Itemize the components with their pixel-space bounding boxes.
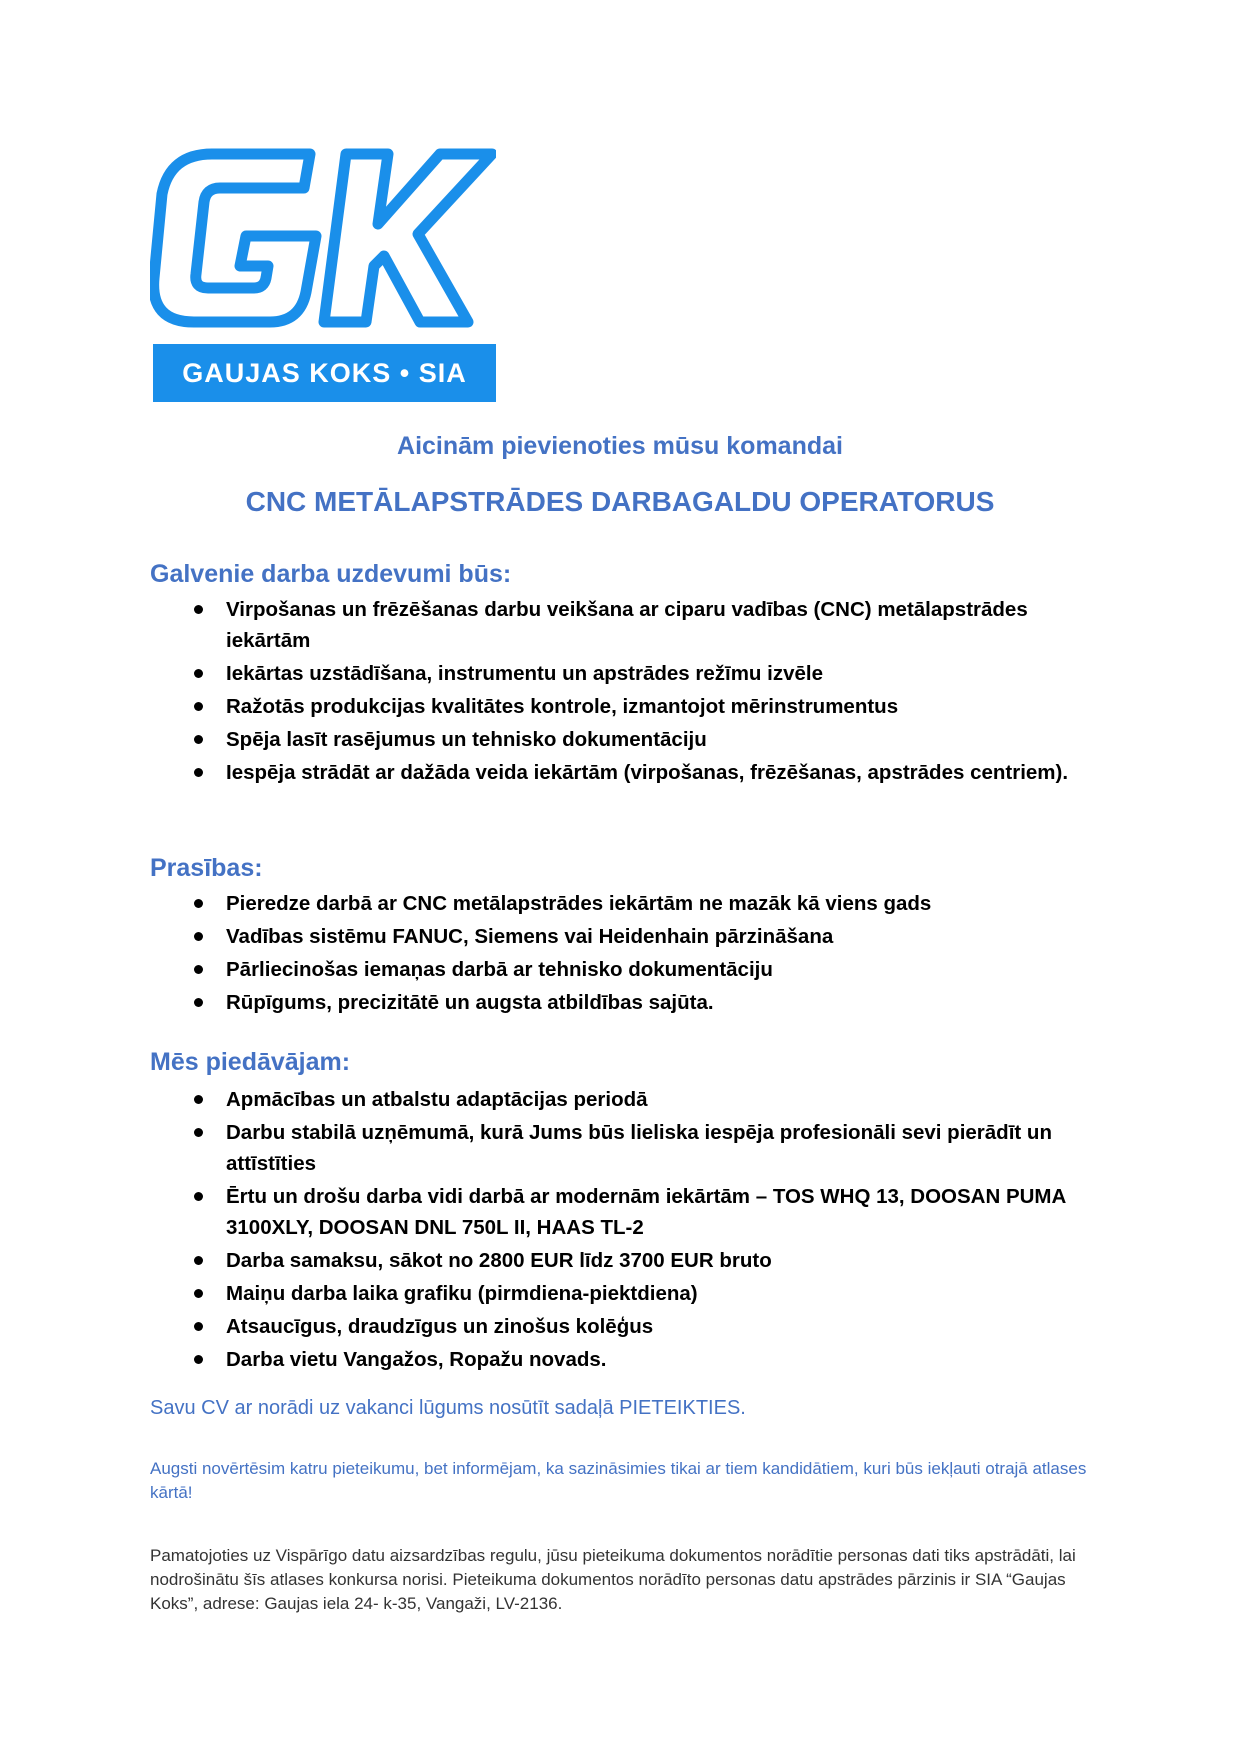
list-item: Darba vietu Vangažos, Ropažu novads. xyxy=(150,1344,1090,1375)
company-label-bar xyxy=(153,344,496,402)
bullet-icon xyxy=(194,1192,203,1201)
tasks-list xyxy=(150,594,1090,790)
bullet-icon xyxy=(194,965,203,974)
bullet-icon xyxy=(194,899,203,908)
position-title: CNC METĀLAPSTRĀDES DARBAGALDU OPERATORUS xyxy=(245,486,995,517)
list-item: Iekārtas uzstādīšana, instrumentu un apstrādes režīmu izvēle xyxy=(150,658,1090,689)
requirements-list xyxy=(150,888,1090,1020)
bullet-icon xyxy=(194,1322,203,1331)
offer-heading: Mēs piedāvājam: xyxy=(150,1048,351,1076)
bullet-icon xyxy=(194,998,203,1007)
list-item: Pārliecinošas iemaņas darbā ar tehnisko dokumentāciju xyxy=(150,954,1090,985)
list-item: Iespēja strādāt ar dažāda veida iekārtām (virpošanas, frēzēšanas, apstrādes centriem). xyxy=(150,757,1090,788)
bullet-icon xyxy=(194,1128,203,1137)
apply-instruction: Savu CV ar norādi uz vakanci lūgums nosūtīt sadaļā PIETEIKTIES. xyxy=(150,1397,746,1419)
bullet-icon xyxy=(194,932,203,941)
list-item: Ērtu un drošu darba vidi darbā ar modernām iekārtām – TOS WHQ 13, DOOSAN PUMA 3100XLY, DOOSAN DNL 750L II, HAAS TL-2 xyxy=(150,1181,1090,1243)
bullet-icon xyxy=(194,1355,203,1364)
offer-list xyxy=(150,1084,1090,1377)
company-label: GAUJAS KOKS • SIA xyxy=(182,357,467,388)
list-item: Ražotās produkcijas kvalitātes kontrole, izmantojot mērinstrumentus xyxy=(150,691,1090,722)
selection-notice: Augsti novērtēsim katru pieteikumu, bet informējam, ka sazināsimies tikai ar tiem kandidātiem, kuri būs iekļauti otrajā atlases kārtā! xyxy=(150,1459,1087,1502)
bullet-icon xyxy=(194,605,203,614)
bullet-icon xyxy=(194,735,203,744)
bullet-icon xyxy=(194,768,203,777)
invite-line: Aicinām pievienoties mūsu komandai xyxy=(397,432,843,460)
bullet-icon xyxy=(194,1289,203,1298)
list-item: Darba samaksu, sākot no 2800 EUR līdz 3700 EUR bruto xyxy=(150,1245,1090,1276)
tasks-heading: Galvenie darba uzdevumi būs: xyxy=(150,560,512,588)
list-item: Maiņu darba laika grafiku (pirmdiena-piektdiena) xyxy=(150,1278,1090,1309)
list-item: Darbu stabilā uzņēmumā, kurā Jums būs lieliska iespēja profesionāli sevi pierādīt un attīstīties xyxy=(150,1117,1090,1179)
gdpr-notice: Pamatojoties uz Vispārīgo datu aizsardzības regulu, jūsu pieteikuma dokumentos norādītie personas dati tiks apstrādāti, lai nodrošinātu šīs atlases konkursa norisi. Pieteikuma dokumentos norādīto personas datu apstrādes pārzinis ir SIA “Gaujas Koks”, adrese: Gaujas iela 24- k-35, Vangaži, LV-2136. xyxy=(150,1546,1076,1613)
list-item: Virpošanas un frēzēšanas darbu veikšana ar ciparu vadības (CNC) metālapstrādes iekārtām xyxy=(150,594,1090,656)
company-logo xyxy=(150,148,496,402)
gk-logo-mark xyxy=(150,148,496,328)
list-item: Apmācības un atbalstu adaptācijas periodā xyxy=(150,1084,1090,1115)
bullet-icon xyxy=(194,669,203,678)
bullet-icon xyxy=(194,1256,203,1265)
list-item: Vadības sistēmu FANUC, Siemens vai Heidenhain pārzināšana xyxy=(150,921,1090,952)
list-item: Spēja lasīt rasējumus un tehnisko dokumentāciju xyxy=(150,724,1090,755)
list-item: Atsaucīgus, draudzīgus un zinošus kolēģus xyxy=(150,1311,1090,1342)
list-item: Pieredze darbā ar CNC metālapstrādes iekārtām ne mazāk kā viens gads xyxy=(150,888,1090,919)
list-item: Rūpīgums, precizitātē un augsta atbildības sajūta. xyxy=(150,987,1090,1018)
bullet-icon xyxy=(194,702,203,711)
requirements-heading: Prasības: xyxy=(150,854,263,882)
bullet-icon xyxy=(194,1095,203,1104)
